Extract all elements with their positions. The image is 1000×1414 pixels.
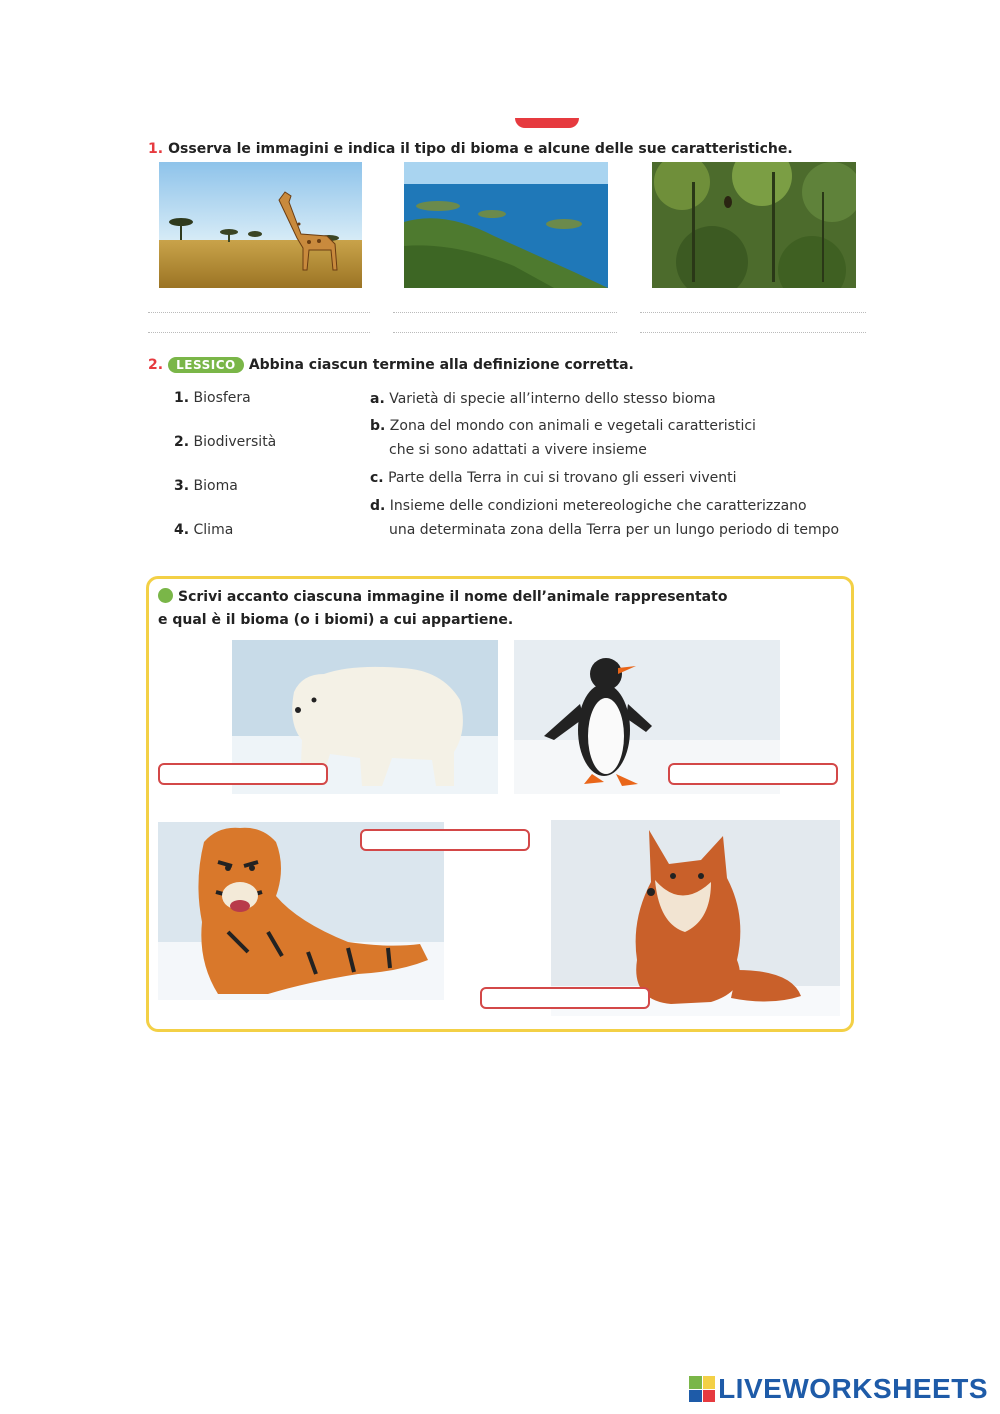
green-bullet-icon	[158, 588, 173, 603]
answer-line[interactable]	[640, 332, 866, 333]
exercise-2-title: Abbina ciascun termine alla definizione corretta.	[248, 357, 634, 373]
definition-item: d. Insieme delle condizioni metereologiche che caratterizzano una determinata zona della Terra per un lungo periodo di tempo	[370, 498, 840, 538]
answer-line[interactable]	[148, 312, 370, 313]
exercise-2-number: 2.	[148, 357, 164, 373]
answer-line[interactable]	[393, 332, 617, 333]
definition-item: c. Parte della Terra in cui si trovano gli esseri viventi	[370, 470, 737, 486]
term-item: 1. Biosfera	[174, 390, 251, 406]
answer-line[interactable]	[640, 312, 866, 313]
exercise-1-number: 1.	[148, 141, 164, 157]
answer-line[interactable]	[148, 332, 370, 333]
exercise-1-title: Osserva le immagini e indica il tipo di bioma e alcune delle sue caratteristiche.	[168, 141, 793, 157]
savanna-giraffe-photo	[159, 162, 362, 288]
exercise-1-heading	[148, 138, 868, 157]
header-tab	[515, 118, 579, 128]
lessico-badge: LESSICO	[168, 357, 244, 373]
liveworksheets-brand	[689, 1374, 988, 1404]
liveworksheets-logo-icon	[689, 1376, 715, 1402]
liveworksheets-wordmark: LIVEWORKSHEETS	[718, 1373, 988, 1404]
penguin-answer-input[interactable]	[668, 763, 838, 785]
term-item: 4. Clima	[174, 522, 234, 538]
definition-item: a. Varietà di specie all’interno dello stesso bioma	[370, 391, 716, 407]
exercise-3-instructions: Scrivi accanto ciascuna immagine il nome dell’animale rappresentato e qual è il bioma (o i biomi) a cui appartiene.	[158, 589, 728, 628]
exercise-2-heading	[148, 354, 868, 373]
polar-bear-answer-input[interactable]	[158, 763, 328, 785]
fox-answer-input[interactable]	[480, 987, 650, 1009]
answer-line[interactable]	[393, 312, 617, 313]
mediterranean-coast-photo	[404, 162, 608, 288]
rainforest-photo	[652, 162, 856, 288]
term-item: 2. Biodiversità	[174, 434, 277, 450]
term-item: 3. Bioma	[174, 478, 238, 494]
definition-item: b. Zona del mondo con animali e vegetali caratteristici che si sono adattati a vivere insieme	[370, 418, 756, 458]
tiger-answer-input[interactable]	[360, 829, 530, 851]
